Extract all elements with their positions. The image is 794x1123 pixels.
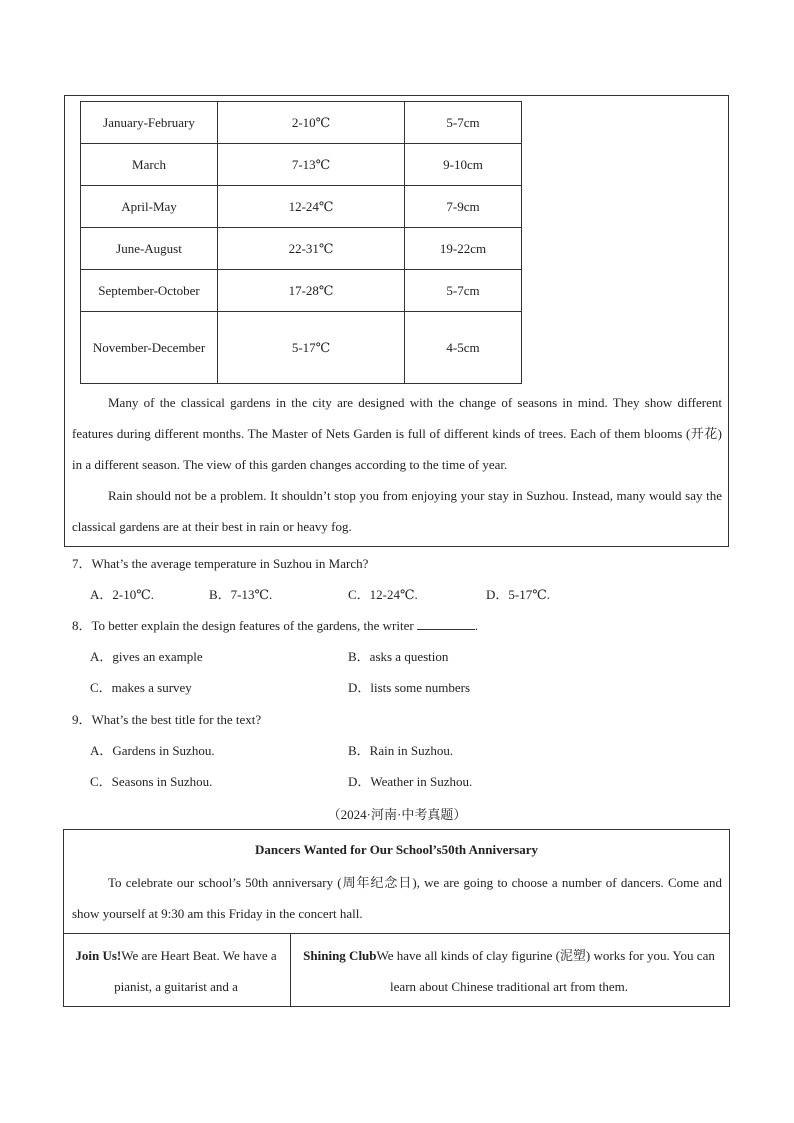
question-8-option-b[interactable]: B．asks a question: [348, 649, 449, 664]
months-cell: September-October: [81, 270, 218, 312]
advert-title: Dancers Wanted for Our School’s50th Anniversary: [254, 842, 538, 857]
advert-right-text: We have all kinds of clay figurine (泥塑) works for you. You can learn about Chinese traditional art from them.: [376, 948, 715, 994]
temperature-cell: 5-17℃: [218, 312, 405, 384]
question-8-option-d[interactable]: D．lists some numbers: [348, 680, 471, 695]
advert-cell-heart-beat: [66, 940, 286, 1002]
question-7-option-b[interactable]: B．7-13℃.: [209, 587, 273, 602]
advert-divider-vertical: [290, 933, 291, 1007]
temperature-cell: 12-24℃: [218, 186, 405, 228]
months-cell: March: [81, 144, 218, 186]
question-8-stem-text: 8．To better explain the design features of the gardens, the writer: [72, 618, 417, 633]
table-row: [81, 102, 522, 144]
rainfall-cell: 7-9cm: [405, 186, 522, 228]
question-9-option-a[interactable]: A．Gardens in Suzhou.: [90, 743, 215, 758]
advert-left-text: We are Heart Beat. We have a pianist, a guitarist and a: [114, 948, 277, 994]
advert-right-heading: Shining Club: [303, 948, 377, 963]
temperature-cell: 2-10℃: [218, 102, 405, 144]
question-8-stem-end: .: [474, 618, 479, 633]
months-cell: April-May: [81, 186, 218, 228]
table-row: [81, 270, 522, 312]
question-8-option-c[interactable]: C．makes a survey: [90, 680, 192, 695]
advert-left-heading: Join Us!: [75, 948, 122, 963]
table-row: [81, 312, 522, 384]
table-row: [81, 144, 522, 186]
rainfall-cell: 4-5cm: [405, 312, 522, 384]
source-label: （2024·河南·中考真题）: [327, 807, 467, 822]
passage-paragraph-1: Many of the classical gardens in the city are designed with the change of seasons in mind. They show different features during different months. The Master of Nets Garden is full of different kinds of trees. Each of them blooms (开花) in a different season. The view of this garden changes according to the time of year.: [72, 395, 722, 472]
question-8-stem: [72, 617, 478, 635]
table-row: [81, 186, 522, 228]
advert-divider-horizontal: [63, 933, 730, 934]
advert-cell-shining-club: [296, 940, 722, 1002]
question-7-stem: 7．What’s the average temperature in Suzhou in March?: [72, 556, 369, 571]
answer-blank: [417, 617, 475, 630]
question-7-option-a[interactable]: A．2-10℃.: [90, 587, 155, 602]
rainfall-cell: 5-7cm: [405, 102, 522, 144]
temperature-cell: 7-13℃: [218, 144, 405, 186]
rainfall-cell: 5-7cm: [405, 270, 522, 312]
temperature-cell: 17-28℃: [218, 270, 405, 312]
question-9-option-d[interactable]: D．Weather in Suzhou.: [348, 774, 473, 789]
rainfall-cell: 19-22cm: [405, 228, 522, 270]
rainfall-cell: 9-10cm: [405, 144, 522, 186]
question-9-option-b[interactable]: B．Rain in Suzhou.: [348, 743, 454, 758]
months-cell: November-December: [81, 312, 218, 384]
table-row: [81, 228, 522, 270]
question-9-option-c[interactable]: C．Seasons in Suzhou.: [90, 774, 213, 789]
passage-paragraph-2: Rain should not be a problem. It shouldn’t stop you from enjoying your stay in Suzhou. Instead, many would say the classical gardens are at their best in rain or heavy fog.: [72, 488, 722, 534]
question-7-option-d[interactable]: D．5-17℃.: [486, 587, 551, 602]
months-cell: January-February: [81, 102, 218, 144]
question-7-option-c[interactable]: C．12-24℃.: [348, 587, 418, 602]
temperature-cell: 22-31℃: [218, 228, 405, 270]
question-9-stem: 9．What’s the best title for the text?: [72, 712, 262, 727]
question-8-option-a[interactable]: A．gives an example: [90, 649, 203, 664]
months-cell: June-August: [81, 228, 218, 270]
advert-body: To celebrate our school’s 50th anniversary (周年纪念日), we are going to choose a number of dancers. Come and show yourself at 9:30 am this Friday in the concert hall.: [72, 875, 722, 921]
climate-table: [80, 101, 522, 384]
